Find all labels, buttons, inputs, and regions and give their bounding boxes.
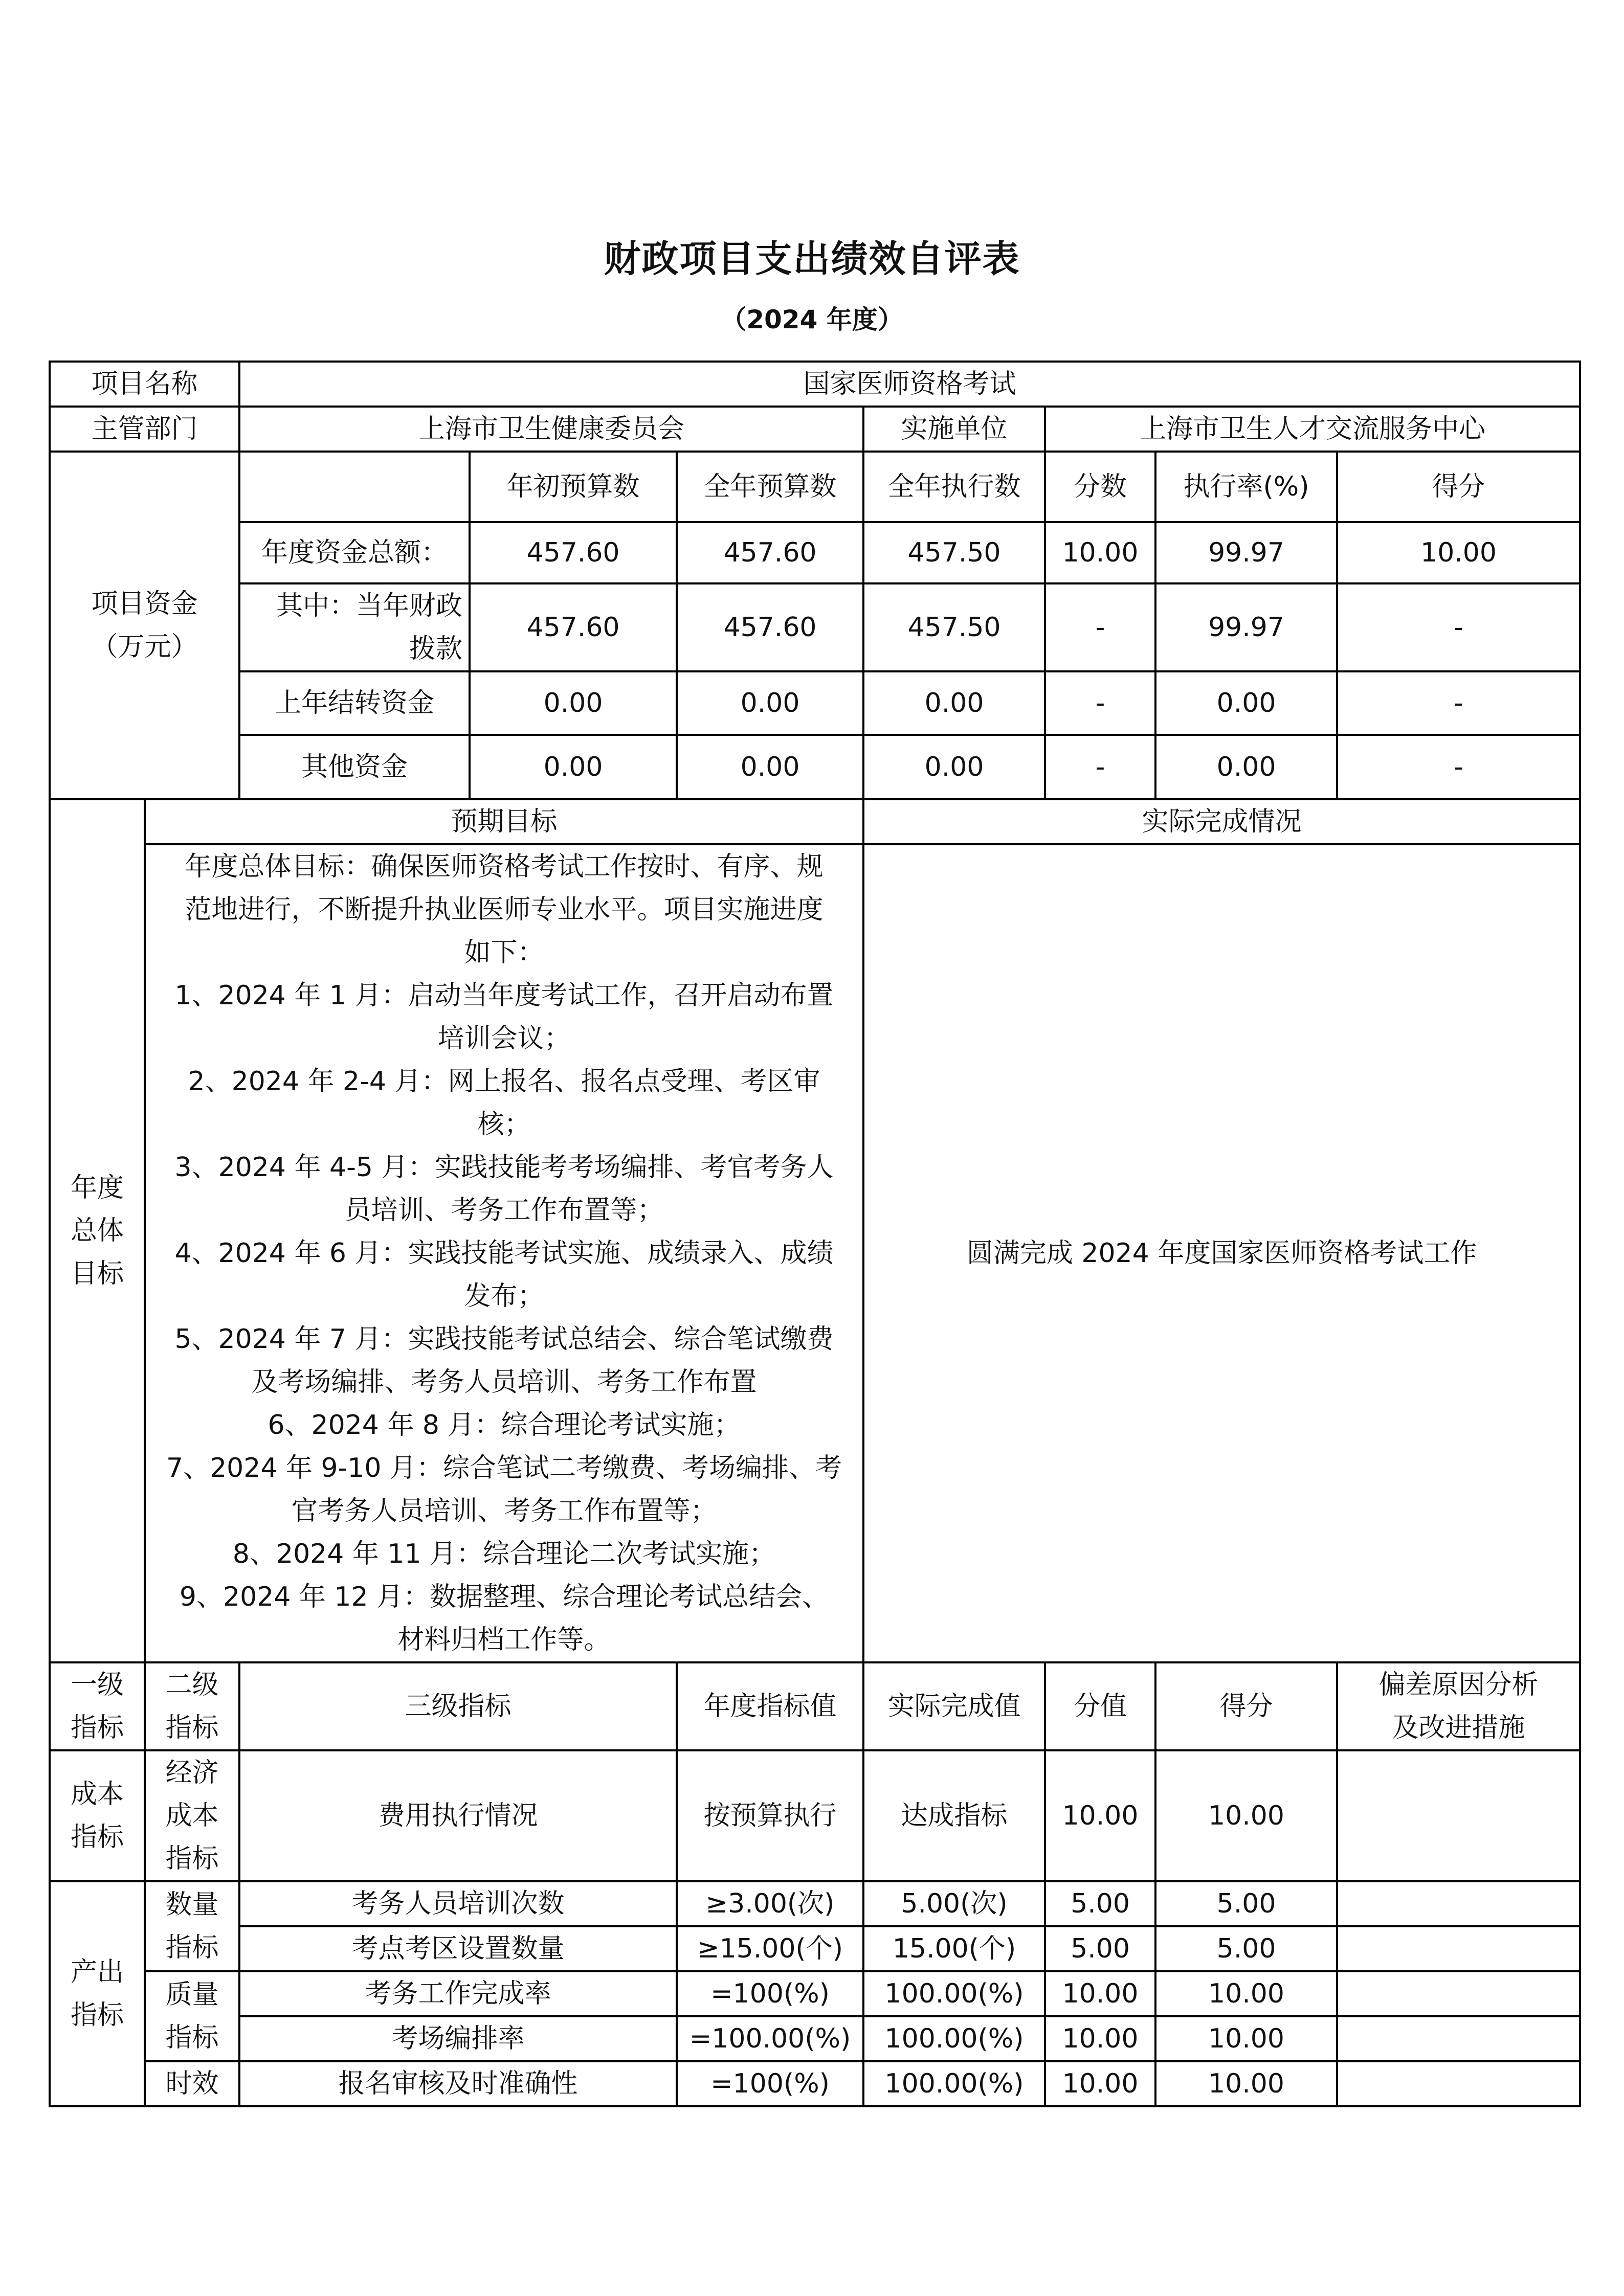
ind-cost-actual: 达成指标 [863, 1750, 1045, 1881]
ind-row-score: 10.00 [1155, 2061, 1337, 2106]
goal-line: 1、2024 年 1 月：启动当年度考试工作，召开启动布置 [174, 980, 834, 1011]
ind-output-level1: 产出 指标 [50, 1881, 145, 2106]
funds-cell: - [1337, 583, 1580, 671]
ind-row-score: 10.00 [1155, 1971, 1337, 2016]
goal-line: 4、2024 年 6 月：实践技能考试实施、成绩录入、成绩 [174, 1238, 834, 1269]
goal-line: 5、2024 年 7 月：实践技能考试总结会、综合笔试缴费 [174, 1324, 834, 1355]
goal-line: 2、2024 年 2-4 月：网上报名、报名点受理、考区审 [188, 1066, 820, 1097]
funds-header-score: 得分 [1337, 452, 1580, 522]
goal-line: 培训会议； [437, 1023, 571, 1054]
ind-header-weight: 分值 [1045, 1662, 1155, 1750]
funds-cell: 457.60 [470, 522, 677, 583]
funds-row-label: 其他资金 [239, 735, 470, 799]
ind-row-deviation [1337, 1881, 1580, 1926]
ind-row-deviation [1337, 1926, 1580, 1971]
ind-row-score: 10.00 [1155, 2016, 1337, 2061]
ind-row-level3: 考场编排率 [239, 2016, 677, 2061]
ind-row-weight: 10.00 [1045, 1971, 1155, 2016]
ind-quantity-level2: 数量 指标 [145, 1881, 239, 1971]
goal-line: 员培训、考务工作布置等； [344, 1195, 664, 1226]
ind-row-score: 5.00 [1155, 1881, 1337, 1926]
ind-row-actual: 100.00(%) [863, 2016, 1045, 2061]
project-name-label: 项目名称 [50, 362, 239, 407]
ind-quality-level2: 质量 指标 [145, 1971, 239, 2061]
funds-cell: 0.00 [677, 735, 863, 799]
funds-cell: - [1337, 671, 1580, 735]
funds-cell: 0.00 [863, 671, 1045, 735]
ind-row-actual: 15.00(个) [863, 1926, 1045, 1971]
funds-cell: 457.60 [470, 583, 677, 671]
ind-row-deviation [1337, 2016, 1580, 2061]
ind-cost-deviation [1337, 1750, 1580, 1881]
funds-header-executed: 全年执行数 [863, 452, 1045, 522]
funds-cell: 0.00 [1155, 671, 1337, 735]
page-title: 财政项目支出绩效自评表 [604, 237, 1020, 280]
goal-line: 年度总体目标：确保医师资格考试工作按时、有序、规 [185, 851, 824, 882]
goals-actual-text: 圆满完成 2024 年度国家医师资格考试工作 [863, 844, 1580, 1662]
funds-header-points: 分数 [1045, 452, 1155, 522]
funds-cell: 10.00 [1045, 522, 1155, 583]
funds-cell: 0.00 [677, 671, 863, 735]
funds-cell: - [1045, 583, 1155, 671]
funds-label: 项目资金 （万元） [50, 452, 239, 799]
funds-header-rate: 执行率(%) [1155, 452, 1337, 522]
goal-line: 核； [477, 1109, 531, 1140]
ind-row-target: ≥15.00(个) [677, 1926, 863, 1971]
goals-expected-lines [152, 845, 856, 1661]
ind-cost-score: 10.00 [1155, 1750, 1337, 1881]
funds-row-label: 上年结转资金 [239, 671, 470, 735]
project-name-value: 国家医师资格考试 [239, 362, 1580, 407]
ind-row-weight: 10.00 [1045, 2016, 1155, 2061]
ind-header-level3: 三级指标 [239, 1662, 677, 1750]
ind-row-level3: 报名审核及时准确性 [239, 2061, 677, 2106]
goals-expected-header: 预期目标 [145, 799, 863, 844]
funds-cell: 457.50 [863, 522, 1045, 583]
funds-cell: 0.00 [470, 671, 677, 735]
evaluation-table [49, 361, 1581, 2107]
ind-row-target: =100(%) [677, 2061, 863, 2106]
ind-header-level1: 一级 指标 [50, 1662, 145, 1750]
ind-row-target: =100.00(%) [677, 2016, 863, 2061]
ind-header-actual: 实际完成值 [863, 1662, 1045, 1750]
ind-cost-level3: 费用执行情况 [239, 1750, 677, 1881]
ind-timeliness-level2: 时效 [145, 2061, 239, 2106]
goal-line: 8、2024 年 11 月：综合理论二次考试实施； [232, 1539, 776, 1569]
ind-cost-level1: 成本 指标 [50, 1750, 145, 1881]
funds-cell: 457.50 [863, 583, 1045, 671]
ind-row-score: 5.00 [1155, 1926, 1337, 1971]
dept-label: 主管部门 [50, 407, 239, 452]
ind-row-level3: 考务人员培训次数 [239, 1881, 677, 1926]
goal-line: 9、2024 年 12 月：数据整理、综合理论考试总结会、 [179, 1582, 829, 1612]
ind-cost-target: 按预算执行 [677, 1750, 863, 1881]
ind-row-weight: 5.00 [1045, 1881, 1155, 1926]
ind-row-deviation [1337, 1971, 1580, 2016]
goals-expected-text [145, 844, 863, 1662]
funds-cell: 457.60 [677, 583, 863, 671]
goal-line: 及考场编排、考务人员培训、考务工作布置 [251, 1367, 757, 1398]
funds-header-blank [239, 452, 470, 522]
funds-cell: 99.97 [1155, 522, 1337, 583]
funds-cell: 10.00 [1337, 522, 1580, 583]
goals-label: 年度 总体 目标 [50, 799, 145, 1662]
funds-cell: 457.60 [677, 522, 863, 583]
goal-line: 如下： [464, 937, 544, 968]
goal-line: 发布； [464, 1281, 544, 1312]
funds-cell: - [1337, 735, 1580, 799]
ind-cost-level2: 经济 成本 指标 [145, 1750, 239, 1881]
funds-row-label: 年度资金总额： [239, 522, 470, 583]
ind-row-actual: 5.00(次) [863, 1881, 1045, 1926]
ind-row-level3: 考务工作完成率 [239, 1971, 677, 2016]
ind-cost-weight: 10.00 [1045, 1750, 1155, 1881]
ind-row-target: =100(%) [677, 1971, 863, 2016]
funds-cell: 0.00 [863, 735, 1045, 799]
ind-row-weight: 10.00 [1045, 2061, 1155, 2106]
dept-value: 上海市卫生健康委员会 [239, 407, 863, 452]
funds-header-annual: 全年预算数 [677, 452, 863, 522]
funds-cell: - [1045, 735, 1155, 799]
funds-cell: 0.00 [470, 735, 677, 799]
goal-line: 7、2024 年 9-10 月：综合笔试二考缴费、考场编排、考 [166, 1453, 842, 1483]
funds-cell: 99.97 [1155, 583, 1337, 671]
impl-label: 实施单位 [863, 407, 1045, 452]
funds-row-label: 其中：当年财政 拨款 [239, 583, 470, 671]
ind-header-target: 年度指标值 [677, 1662, 863, 1750]
ind-row-weight: 5.00 [1045, 1926, 1155, 1971]
ind-row-actual: 100.00(%) [863, 2061, 1045, 2106]
page-subtitle: （2024 年度） [721, 305, 903, 334]
ind-row-actual: 100.00(%) [863, 1971, 1045, 2016]
ind-header-deviation: 偏差原因分析 及改进措施 [1337, 1662, 1580, 1750]
funds-cell: 0.00 [1155, 735, 1337, 799]
ind-row-deviation [1337, 2061, 1580, 2106]
goal-line: 范地进行，不断提升执业医师专业水平。项目实施进度 [185, 894, 824, 925]
goal-line: 官考务人员培训、考务工作布置等； [291, 1496, 717, 1526]
ind-row-level3: 考点考区设置数量 [239, 1926, 677, 1971]
goals-actual-header: 实际完成情况 [863, 799, 1580, 844]
ind-row-target: ≥3.00(次) [677, 1881, 863, 1926]
goal-line: 6、2024 年 8 月：综合理论考试实施； [268, 1410, 741, 1440]
impl-value: 上海市卫生人才交流服务中心 [1045, 407, 1580, 452]
goal-line: 材料归档工作等。 [397, 1625, 611, 1655]
funds-header-initial: 年初预算数 [470, 452, 677, 522]
funds-cell: - [1045, 671, 1155, 735]
ind-header-score: 得分 [1155, 1662, 1337, 1750]
ind-header-level2: 二级 指标 [145, 1662, 239, 1750]
goal-line: 3、2024 年 4-5 月：实践技能考考场编排、考官考务人 [174, 1152, 834, 1183]
